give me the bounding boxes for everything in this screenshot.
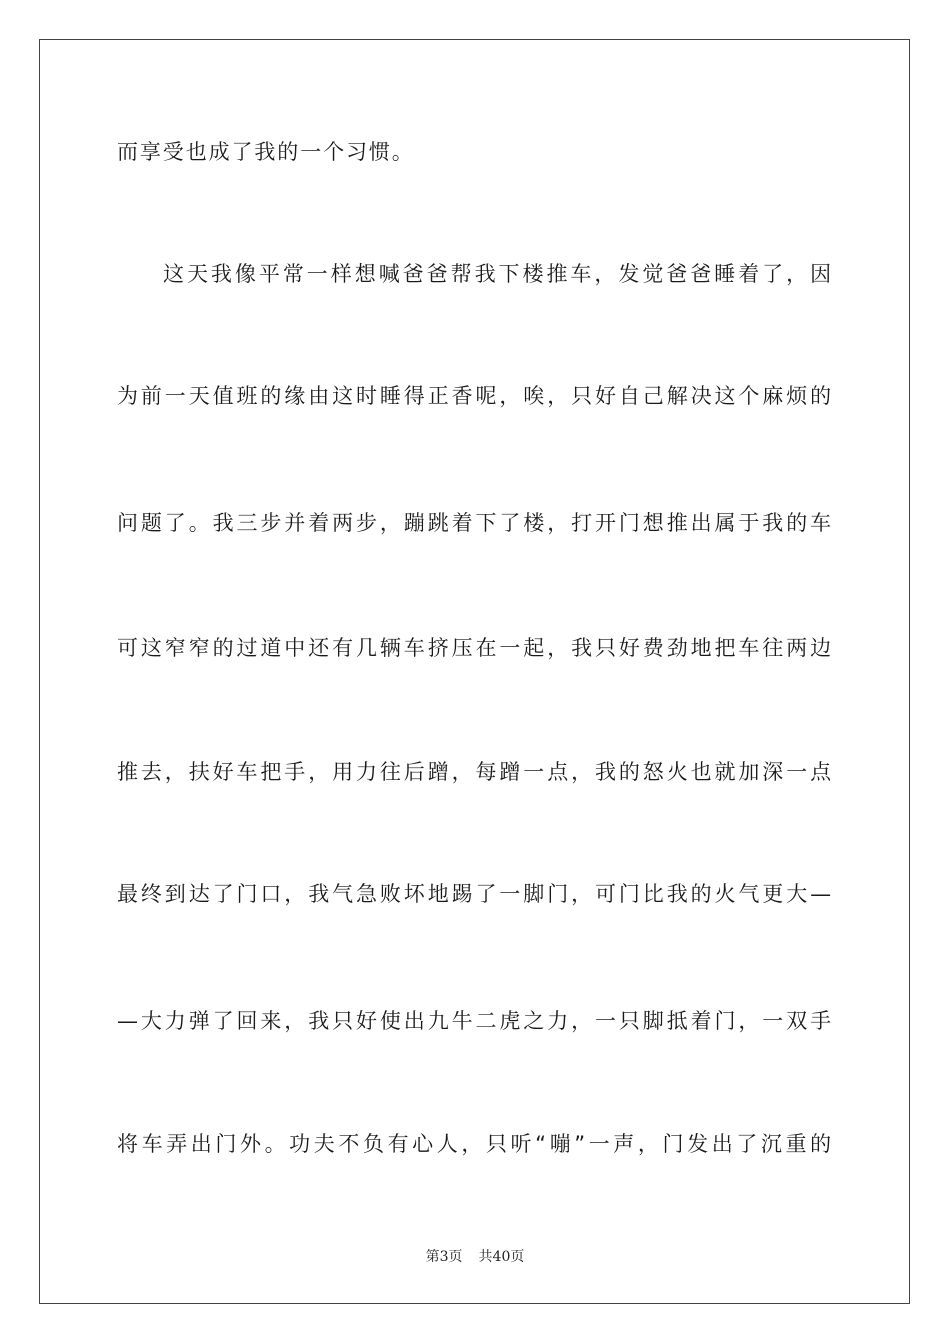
text-line-8: —大力弹了回来，我只好使出九牛二虎之力，一只脚抵着门，一双手: [117, 1009, 833, 1033]
text-line-7: 最终到达了门口，我气急败坏地踢了一脚门，可门比我的火气更大—: [117, 882, 833, 906]
text-line-5: 可这窄窄的过道中还有几辆车挤压在一起，我只好费劲地把车往两边: [117, 636, 833, 660]
text-line-2: 这天我像平常一样想喊爸爸帮我下楼推车，发觉爸爸睡着了，因: [163, 262, 833, 286]
page-number: 第3页: [425, 1249, 463, 1265]
text-line-6: 推去，扶好车把手，用力往后蹭，每蹭一点，我的怒火也就加深一点: [117, 760, 833, 784]
page-border: [39, 39, 910, 1304]
text-line-3: 为前一天值班的缘由这时睡得正香呢，唉，只好自己解决这个麻烦的: [117, 384, 833, 408]
text-line-1: 而享受也成了我的一个习惯。: [117, 140, 415, 164]
text-line-9: 将车弄出门外。功夫不负有心人，只听“嘣”一声，门发出了沉重的: [117, 1132, 833, 1156]
page-footer: [0, 1246, 950, 1266]
text-line-4: 问题了。我三步并着两步，蹦跳着下了楼，打开门想推出属于我的车: [117, 511, 833, 535]
total-pages: 共40页: [478, 1249, 525, 1265]
